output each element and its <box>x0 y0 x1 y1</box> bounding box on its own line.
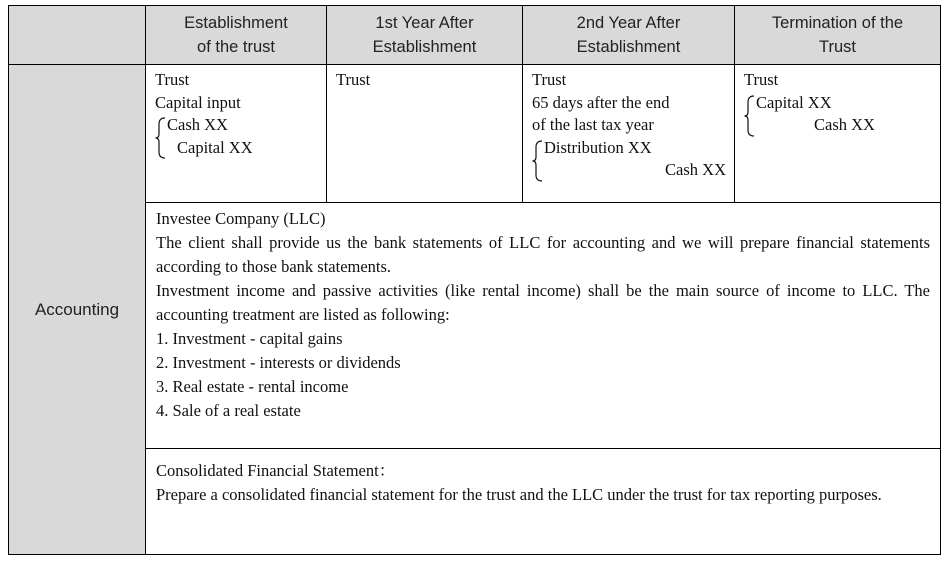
header-row <box>9 6 941 65</box>
accounting-table <box>8 5 941 555</box>
brace-icon <box>532 140 543 182</box>
investee-item: 3. Real estate - rental income <box>156 377 349 396</box>
investee-item: 1. Investment - capital gains <box>156 329 343 348</box>
establishment-line2: Capital input <box>155 92 241 112</box>
second-year-credit: Cash XX <box>665 160 726 179</box>
consolidated-section <box>146 449 941 555</box>
brace-icon <box>744 95 755 137</box>
investee-title: Investee Company (LLC) <box>156 209 326 228</box>
termination-cell <box>735 65 941 203</box>
termination-journal-entry <box>744 92 932 137</box>
second-year-title: Trust <box>532 70 567 89</box>
brace-icon <box>155 117 166 159</box>
first-year-cell <box>327 65 523 203</box>
investee-row <box>9 203 941 449</box>
header-establishment: Establishment of the trust <box>146 6 327 65</box>
establishment-debit: Cash XX <box>167 115 228 134</box>
termination-credit: Cash XX <box>814 115 875 134</box>
header-second-year: 2nd Year After Establishment <box>523 6 735 65</box>
investee-para2: Investment income and passive activities (like rental income) shall be the main source of income to LLC. The accounting treatment are listed as following: <box>156 281 930 324</box>
establishment-journal-entry <box>155 114 318 159</box>
consolidated-row <box>9 449 941 555</box>
consolidated-title: Consolidated Financial Statement： <box>156 461 396 480</box>
establishment-cell <box>146 65 327 203</box>
header-termination: Termination of the Trust <box>735 6 941 65</box>
establishment-credit: Capital XX <box>177 137 253 157</box>
termination-debit: Capital XX <box>756 92 832 112</box>
second-year-debit: Distribution XX <box>544 137 652 157</box>
investee-section <box>146 203 941 449</box>
establishment-title: Trust <box>155 70 190 89</box>
investee-para1: The client shall provide us the bank statements of LLC for accounting and we will prepare financial statements according to those bank statements. <box>156 233 930 276</box>
trust-entries-row <box>9 65 941 203</box>
consolidated-body: Prepare a consolidated financial statement for the trust and the LLC under the trust for tax reporting purposes. <box>156 485 882 504</box>
header-first-year: 1st Year After Establishment <box>327 6 523 65</box>
investee-item: 4. Sale of a real estate <box>156 401 301 420</box>
first-year-title: Trust <box>336 70 371 89</box>
corner-cell <box>9 6 146 65</box>
second-year-journal-entry <box>532 137 726 182</box>
termination-title: Trust <box>744 70 779 89</box>
second-year-line3: of the last tax year <box>532 115 654 134</box>
second-year-cell <box>523 65 735 203</box>
investee-item: 2. Investment - interests or dividends <box>156 353 401 372</box>
row-label-accounting: Accounting <box>9 65 146 555</box>
second-year-line2: 65 days after the end <box>532 92 670 112</box>
